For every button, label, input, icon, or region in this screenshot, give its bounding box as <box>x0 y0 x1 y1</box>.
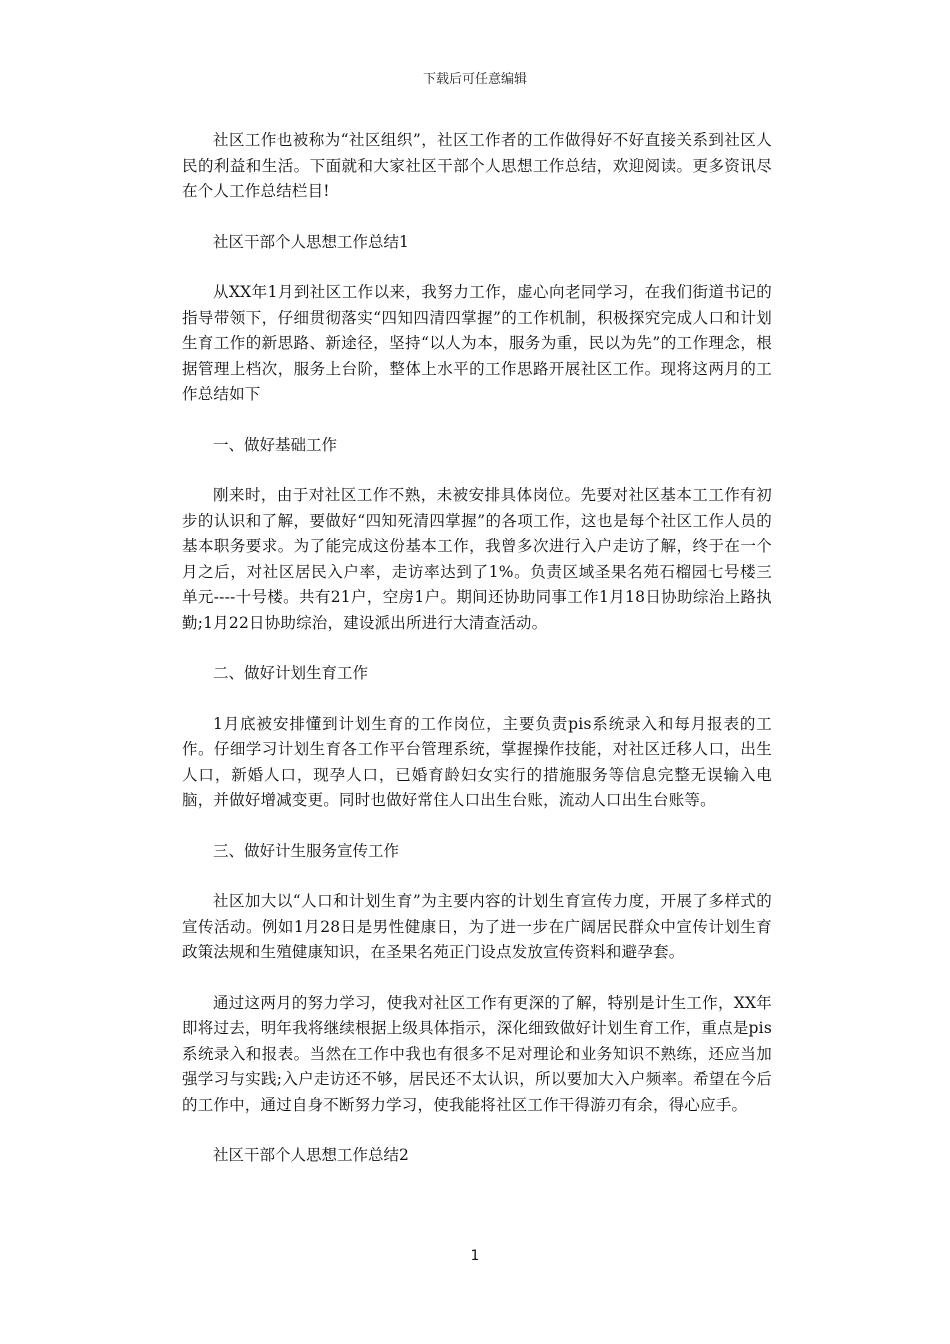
paragraph-2: 刚来时，由于对社区工作不熟，未被安排具体岗位。先要对社区基本工工作有初步的认识和了解，要做好“四知死清四掌握”的各项工作，这也是每个社区工作人员的基本职务要求。为了能完成这份基本工作，我曾多次进行入户走访了解，终于在一个月之后，对社区居民入户率，走访率达到了1%。负责区域圣果名苑石榴园七号楼三单元----十号楼。共有21户，空房1户。期间还协助同事工作1月18日协助综治上路执勤;1月22日协助综治，建设派出所进行大清查活动。 <box>182 486 772 632</box>
subheading-family-planning: 二、做好计划生育工作 <box>213 664 369 682</box>
section-title-2: 社区干部个人思想工作总结2 <box>213 1146 409 1164</box>
paragraph-3: 1月底被安排懂到计划生育的工作岗位，主要负责pis系统录入和每月报表的工作。仔细学习计划生育各工作平台管理系统，掌握操作技能，对社区迁移人口，出生人口，新婚人口，现孕人口，已婚育龄妇女实行的措施服务等信息完整无误输入电脑，并做好增减变更。同时也做好常住人口出生台账，流动人口出生台账等。 <box>182 714 772 809</box>
document-body <box>182 128 772 1194</box>
subheading-basic-work: 一、做好基础工作 <box>213 435 338 454</box>
paragraph-4: 社区加大以“人口和计划生育”为主要内容的计划生育宣传力度，开展了多样式的宣传活动。例如1月28日是男性健康日，为了进一步在广阔居民群众中宣传计划生育政策法规和生殖健康知识，在圣果名苑正门设点发放宣传资料和避孕套。 <box>182 892 772 961</box>
paragraph-5: 通过这两月的努力学习，使我对社区工作有更深的了解，特别是计生工作，XX年即将过去，明年我将继续根据上级具体指示，深化细致做好计划生育工作，重点是pis系统录入和报表。当然在工作中我也有很多不足对理论和业务知识不熟练，还应当加强学习与实践;入户走访还不够，居民还不太认识，所以要加大入户频率。希望在今后的工作中，通过自身不断努力学习，使我能将社区工作干得游刃有余，得心应手。 <box>182 993 772 1114</box>
page-header-note: 下载后可任意编辑 <box>422 72 527 87</box>
section-title-1: 社区干部个人思想工作总结1 <box>213 232 409 251</box>
subheading-publicity: 三、做好计生服务宣传工作 <box>213 841 400 860</box>
intro-paragraph: 社区工作也被称为“社区组织”，社区工作者的工作做得好不好直接关系到社区人民的利益和生活。下面就和大家社区干部个人思想工作总结，欢迎阅读。更多资讯尽在个人工作总结栏目! <box>182 131 772 200</box>
paragraph-1: 从XX年1月到社区工作以来，我努力工作，虚心向老同学习，在我们街道书记的指导带领下，仔细贯彻落实“四知四清四掌握”的工作机制，积极探究完成人口和计划生育工作的新思路、新途径，坚持“以人为本，服务为重，民以为先”的工作理念，根据管理上档次，服务上台阶，整体上水平的工作思路开展社区工作。现将这两月的工作总结如下 <box>182 283 772 403</box>
page-number: 1 <box>470 1248 480 1264</box>
